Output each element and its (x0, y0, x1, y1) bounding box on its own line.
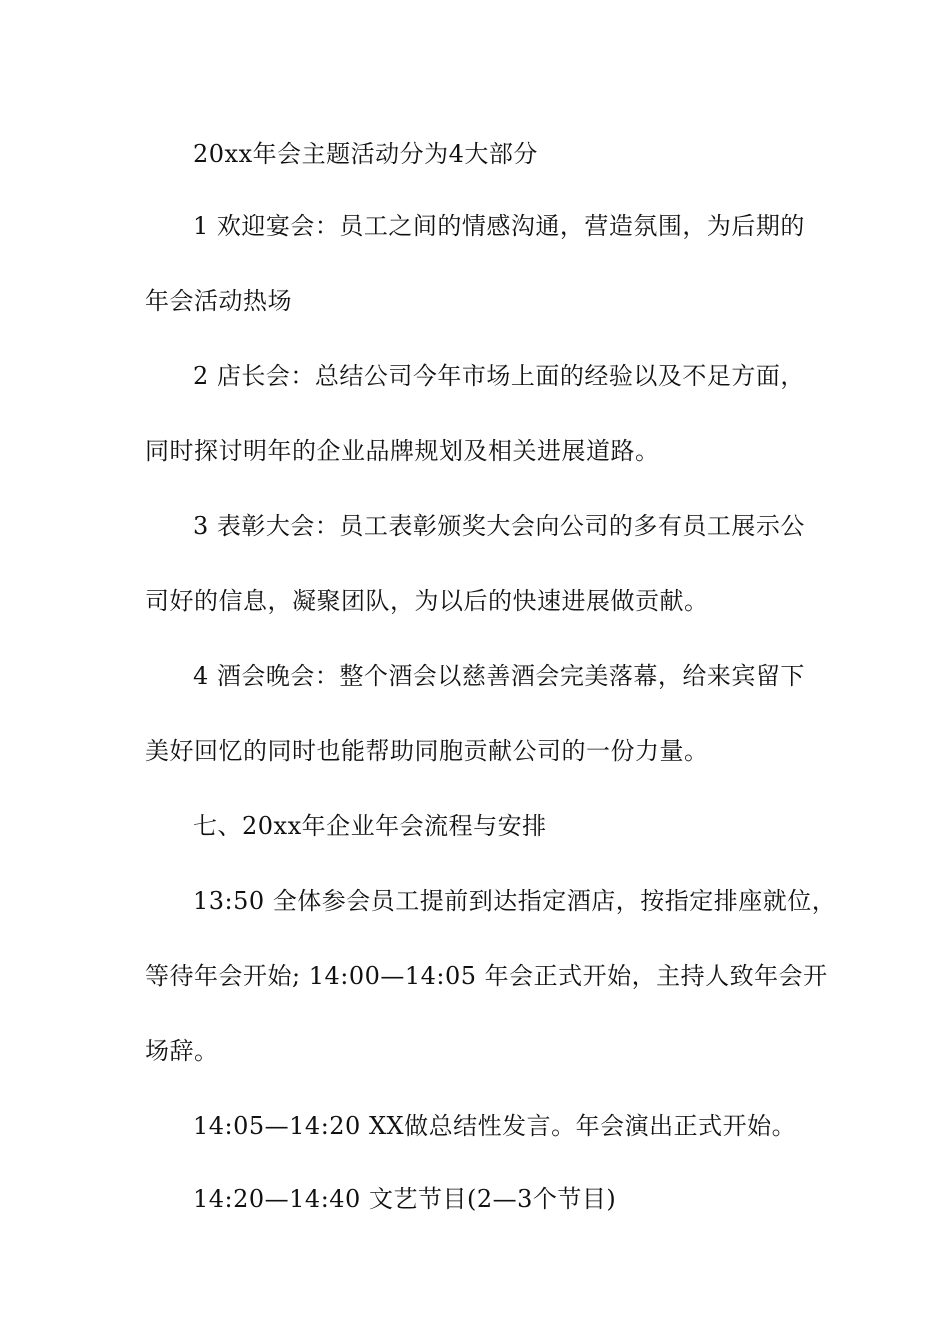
paragraph-item-4-line-1: 4 酒会晚会：整个酒会以慈善酒会完美落幕，给来宾留下 (193, 662, 805, 690)
schedule-entry-1-line-3: 场辞。 (145, 1037, 219, 1065)
schedule-entry-1-line-1: 13:50 全体参会员工提前到达指定酒店，按指定排座就位， (193, 887, 837, 915)
paragraph-item-2-line-2: 同时探讨明年的企业品牌规划及相关进展道路。 (145, 437, 660, 465)
paragraph-item-1-line-1: 1 欢迎宴会：员工之间的情感沟通，营造氛围，为后期的 (193, 212, 805, 240)
schedule-entry-3: 14:20—14:40 文艺节目(2—3个节目) (193, 1185, 617, 1213)
paragraph-item-2-line-1: 2 店长会：总结公司今年市场上面的经验以及不足方面， (193, 362, 805, 390)
paragraph-item-1-line-2: 年会活动热场 (145, 287, 292, 315)
schedule-entry-1-line-2: 等待年会开始; 14:00—14:05 年会正式开始，主持人致年会开 (145, 962, 828, 990)
schedule-entry-2: 14:05—14:20 XX做总结性发言。年会演出正式开始。 (193, 1112, 797, 1140)
paragraph-item-4-line-2: 美好回忆的同时也能帮助同胞贡献公司的一份力量。 (145, 737, 709, 765)
paragraph-intro: 20xx年会主题活动分为4大部分 (193, 140, 538, 168)
paragraph-item-3-line-2: 司好的信息，凝聚团队，为以后的快速进展做贡献。 (145, 587, 709, 615)
section-heading: 七、20xx年企业年会流程与安排 (193, 812, 547, 840)
paragraph-item-3-line-1: 3 表彰大会：员工表彰颁奖大会向公司的多有员工展示公 (193, 512, 805, 540)
